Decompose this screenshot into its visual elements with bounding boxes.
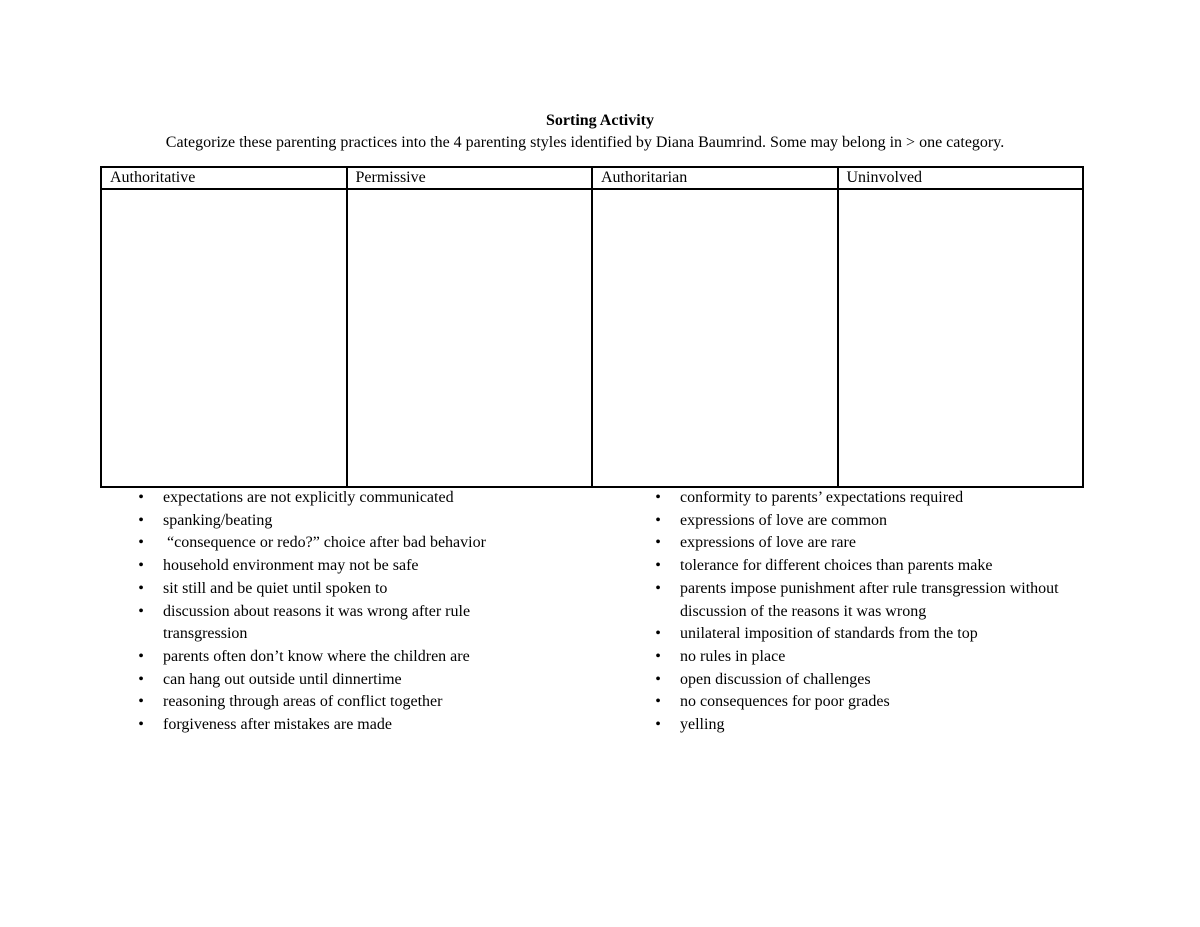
list-item bbox=[651, 555, 1071, 578]
practice-text: can hang out outside until dinnertime bbox=[163, 670, 402, 688]
list-item bbox=[651, 646, 1071, 669]
bullet-icon: • bbox=[138, 511, 144, 529]
bullet-icon: • bbox=[655, 534, 661, 552]
bullet-icon: • bbox=[655, 670, 661, 688]
bullet-icon: • bbox=[138, 716, 144, 734]
bullet-icon: • bbox=[138, 693, 144, 711]
bullet-icon: • bbox=[138, 489, 144, 506]
bullet-icon: • bbox=[138, 557, 144, 575]
list-item bbox=[134, 669, 544, 692]
practice-text: parents impose punishment after rule transgression without discussion of the reasons it was wrong bbox=[680, 579, 1059, 620]
answer-cell-authoritative[interactable] bbox=[101, 189, 347, 487]
bullet-icon: • bbox=[655, 511, 661, 529]
bullet-icon: • bbox=[655, 579, 661, 597]
practice-text: open discussion of challenges bbox=[680, 670, 871, 688]
practices-list-right bbox=[651, 487, 1071, 737]
practice-text: expressions of love are rare bbox=[680, 534, 856, 552]
list-item bbox=[134, 691, 544, 714]
answer-row bbox=[101, 189, 1083, 487]
practice-text: sit still and be quiet until spoken to bbox=[163, 579, 388, 597]
list-item bbox=[651, 714, 1071, 737]
practice-text: forgiveness after mistakes are made bbox=[163, 716, 392, 734]
practice-text: parents often don’t know where the children are bbox=[163, 647, 470, 665]
sorting-table bbox=[100, 166, 1084, 488]
practice-text: tolerance for different choices than parents make bbox=[680, 557, 993, 575]
list-item bbox=[651, 487, 1071, 510]
list-item bbox=[651, 623, 1071, 646]
list-item bbox=[651, 669, 1071, 692]
bullet-icon: • bbox=[655, 557, 661, 575]
list-item bbox=[651, 510, 1071, 533]
bullet-icon: • bbox=[138, 579, 144, 597]
list-item bbox=[134, 510, 544, 533]
practice-text: no consequences for poor grades bbox=[680, 693, 890, 711]
practice-text: spanking/beating bbox=[163, 511, 273, 529]
practice-text: expressions of love are common bbox=[680, 511, 888, 529]
bullet-icon: • bbox=[138, 670, 144, 688]
list-item bbox=[134, 487, 544, 510]
list-item bbox=[134, 714, 544, 737]
practice-text: reasoning through areas of conflict together bbox=[163, 693, 443, 711]
practice-text: discussion about reasons it was wrong after rule transgression bbox=[163, 602, 471, 643]
instructions-text: Categorize these parenting practices into the 4 parenting styles identified by Diana Baumrind. Some may belong in > one category. bbox=[165, 134, 1005, 151]
practice-text: expectations are not explicitly communicated bbox=[163, 489, 454, 506]
list-item bbox=[651, 532, 1071, 555]
page-title: Sorting Activity bbox=[546, 112, 654, 129]
practice-text: yelling bbox=[680, 716, 725, 734]
answer-cell-authoritarian[interactable] bbox=[592, 189, 838, 487]
list-item bbox=[134, 601, 544, 646]
list-item bbox=[134, 578, 544, 601]
practice-text: unilateral imposition of standards from the top bbox=[680, 625, 978, 643]
bullet-icon: • bbox=[655, 647, 661, 665]
list-item bbox=[134, 555, 544, 578]
list-item bbox=[651, 691, 1071, 714]
practice-text: household environment may not be safe bbox=[163, 557, 419, 575]
practice-text: conformity to parents’ expectations required bbox=[680, 489, 964, 506]
answer-cell-permissive[interactable] bbox=[347, 189, 593, 487]
column-header-authoritarian: Authoritarian bbox=[592, 167, 838, 189]
column-header-uninvolved: Uninvolved bbox=[838, 167, 1084, 189]
practice-text: no rules in place bbox=[680, 647, 786, 665]
list-item bbox=[134, 532, 544, 555]
bullet-icon: • bbox=[655, 693, 661, 711]
bullet-icon: • bbox=[655, 489, 661, 506]
bullet-icon: • bbox=[138, 534, 144, 552]
bullet-icon: • bbox=[655, 625, 661, 643]
list-item bbox=[134, 646, 544, 669]
bullet-icon: • bbox=[655, 716, 661, 734]
answer-cell-uninvolved[interactable] bbox=[838, 189, 1084, 487]
practice-text: “consequence or redo?” choice after bad behavior bbox=[163, 534, 486, 552]
bullet-icon: • bbox=[138, 602, 144, 620]
list-item bbox=[651, 578, 1071, 623]
practices-list-left bbox=[134, 487, 544, 737]
header-row bbox=[101, 167, 1083, 189]
column-header-authoritative: Authoritative bbox=[101, 167, 347, 189]
bullet-icon: • bbox=[138, 647, 144, 665]
column-header-permissive: Permissive bbox=[347, 167, 593, 189]
